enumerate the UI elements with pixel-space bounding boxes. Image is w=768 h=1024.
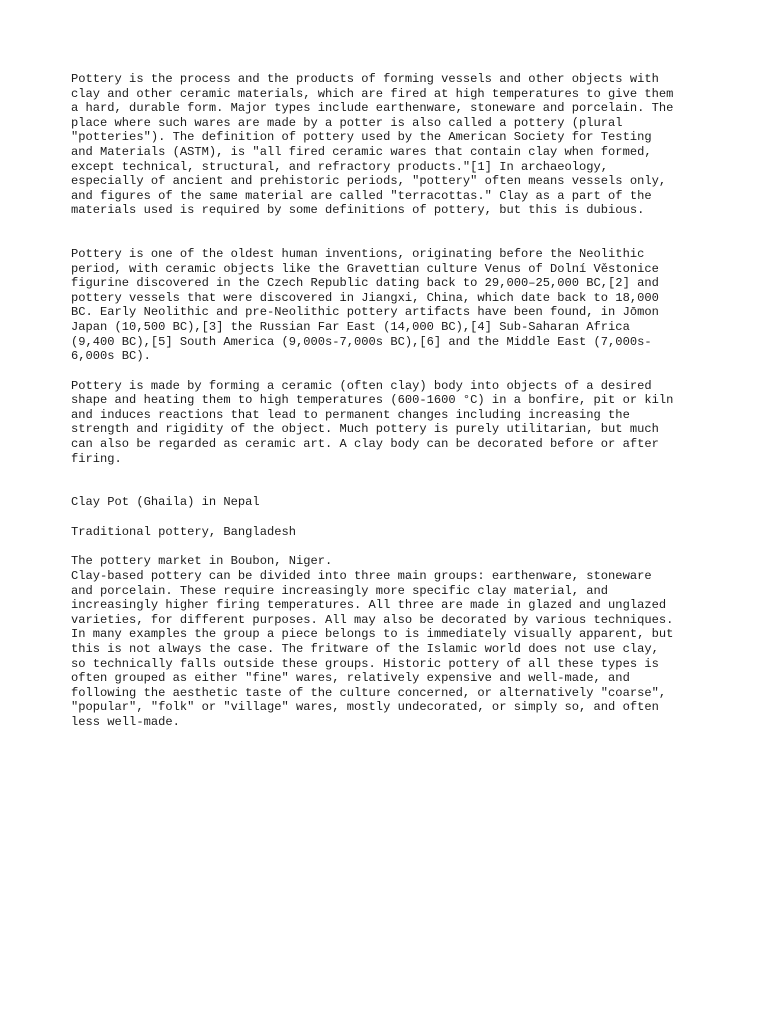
caption-pottery-market-niger: The pottery market in Boubon, Niger. (71, 554, 333, 569)
document-page (71, 72, 711, 730)
spacer (71, 364, 711, 379)
paragraph-definition: Pottery is the process and the products of forming vessels and other objects with clay and other ceramic materials, which are fired at high temperatures to give them a hard, durable form. Major types include earthenware, stoneware and porcelain. The place where such wares are made by a potter is also called a pottery (plural "potteries"). The definition of pottery used by the American Society for Testing and Materials (ASTM), is "all fired ceramic wares that contain clay when formed, except technical, structural, and refractory products."[1] In archaeology, especially of ancient and prehistoric periods, "pottery" often means vessels only, and figures of the same material are called "terracottas." Clay as a part of the materials used is required by some definitions of pottery, but this is dubious. (71, 72, 674, 218)
paragraph-groups: Clay-based pottery can be divided into three main groups: earthenware, stoneware and porcelain. These require increasingly more specific clay material, and increasingly higher firing temperatures. All three are made in glazed and unglazed varieties, for different purposes. All may also be decorated by various techniques. In many examples the group a piece belongs to is immediately visually apparent, but this is not always the case. The fritware of the Islamic world does not use clay, so technically falls outside these groups. Historic pottery of all these types is often grouped as either "fine" wares, relatively expensive and well-made, and following the aesthetic taste of the culture concerned, or alternatively "coarse", "popular", "folk" or "village" wares, mostly undecorated, or simply so, and often less well-made. (71, 569, 674, 729)
spacer (71, 218, 711, 247)
paragraph-history: Pottery is one of the oldest human inventions, originating before the Neolithic period, with ceramic objects like the Gravettian culture Venus of Dolní Věstonice figurine discovered in the Czech Republic dating back to 29,000–25,000 BC,[2] and pottery vessels that were discovered in Jiangxi, China, which date back to 18,000 BC. Early Neolithic and pre-Neolithic pottery artifacts have been found, in Jōmon Japan (10,500 BC),[3] the Russian Far East (14,000 BC),[4] Sub-Saharan Africa (9,400 BC),[5] South America (9,000s-7,000s BC),[6] and the Middle East (7,000s- 6,000s BC). (71, 246, 659, 364)
paragraph-process: Pottery is made by forming a ceramic (often clay) body into objects of a desired shape and heating them to high temperatures (600-1600 °C) in a bonfire, pit or kiln and induces reactions that lead to permanent changes including increasing the strength and rigidity of the object. Much pottery is purely utilitarian, but much can also be regarded as ceramic art. A clay body can be decorated before or after firing. (71, 378, 674, 466)
spacer (71, 510, 711, 525)
spacer (71, 539, 711, 554)
caption-clay-pot-nepal: Clay Pot (Ghaila) in Nepal (71, 495, 260, 510)
spacer (71, 466, 711, 495)
caption-traditional-pottery-bangladesh: Traditional pottery, Bangladesh (71, 524, 296, 539)
